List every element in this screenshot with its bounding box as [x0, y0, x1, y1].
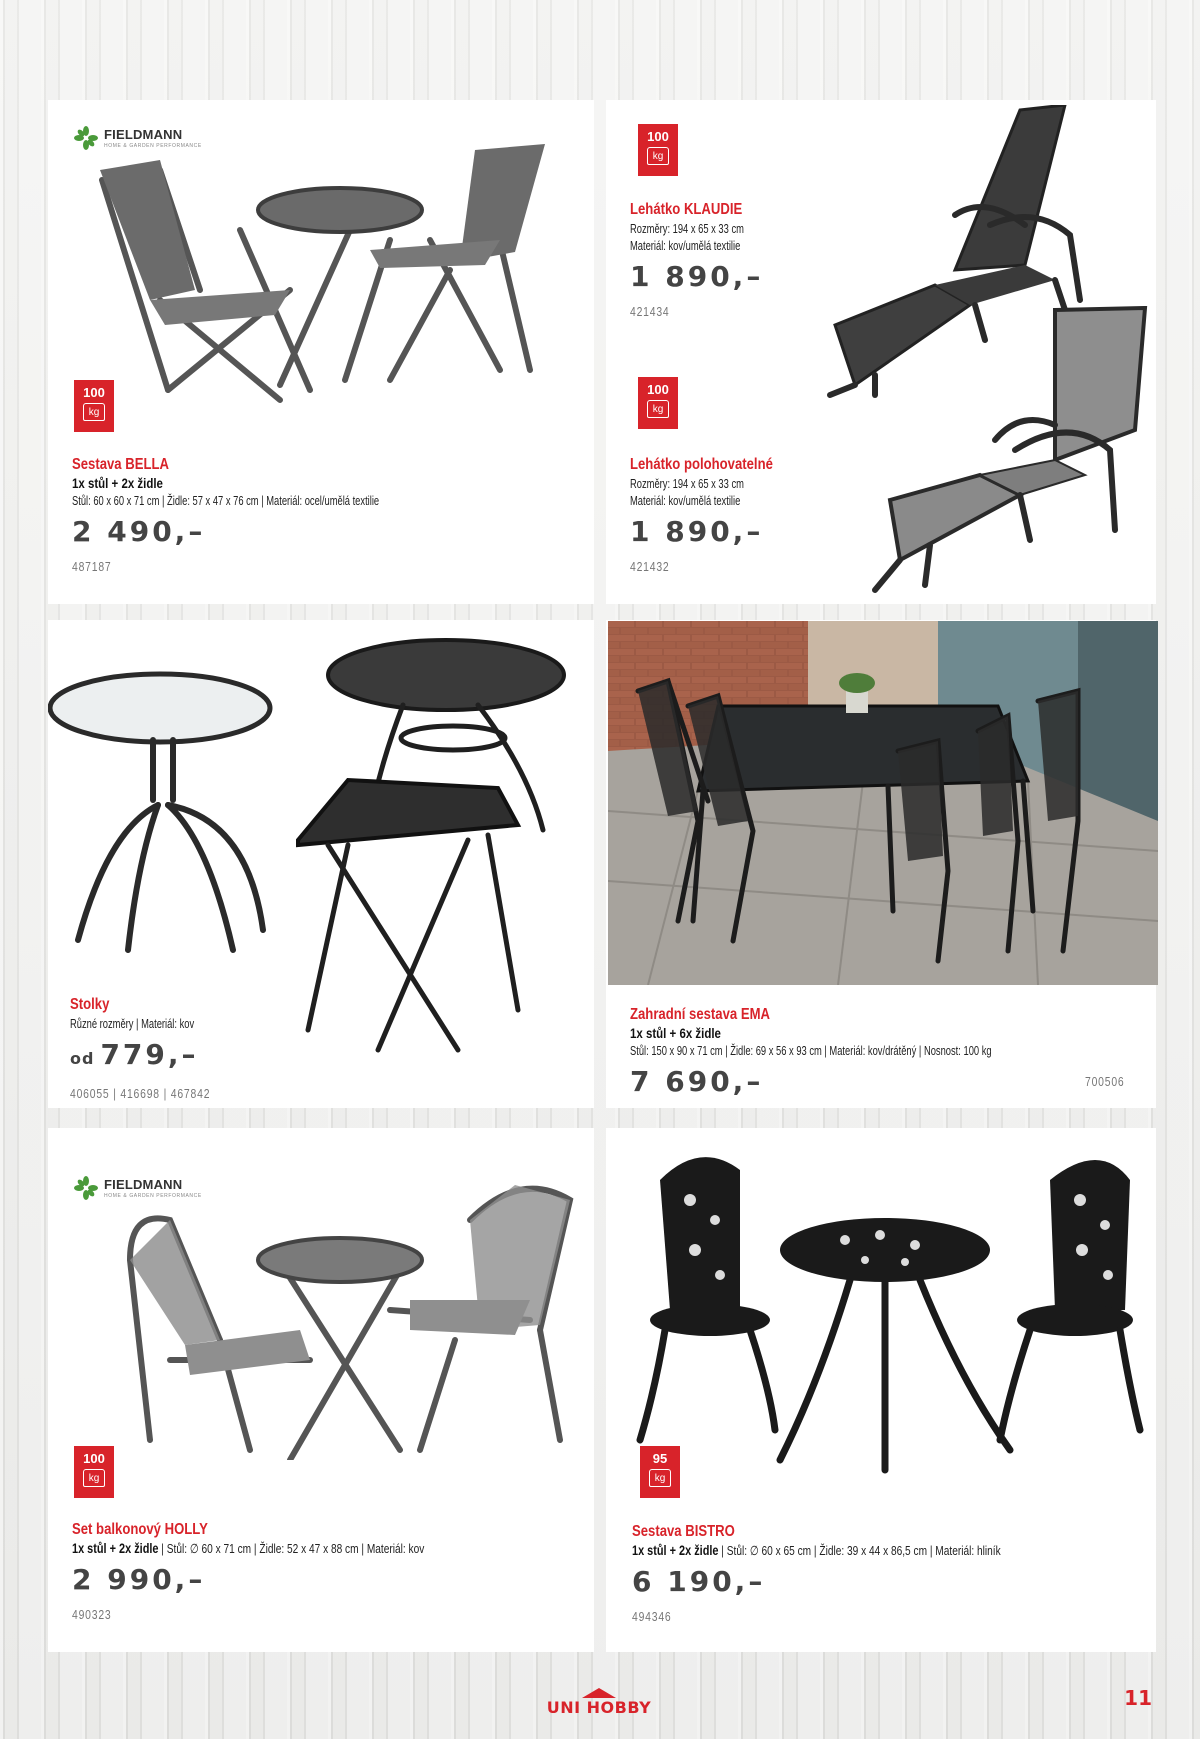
polohovatelne-badge-value: 100: [647, 382, 669, 397]
bistro-subtitle: 1x stůl + 2x židle: [632, 1542, 719, 1558]
klaudie-info: [630, 200, 788, 320]
house-roof-icon: [582, 1688, 616, 1698]
polohovatelne-code: 421432: [630, 559, 670, 574]
bella-info: [72, 455, 499, 575]
polohovatelne-spec-dimensions: Rozměry: 194 x 65 x 33 cm: [630, 476, 744, 491]
bella-spec: Stůl: 60 x 60 x 71 cm | Židle: 57 x 47 x 76 cm | Materiál: ocel/umělá textilie: [72, 493, 380, 508]
ema-code: 700506: [1085, 1074, 1125, 1089]
bistro-load-badge: [640, 1446, 680, 1498]
stolky-spec: Různé rozměry | Materiál: kov: [70, 1016, 195, 1031]
bistro-spec-line: [632, 1542, 1001, 1559]
holly-price: 2 990,–: [72, 1563, 206, 1596]
polohovatelne-title: Lehátko polohovatelné: [630, 456, 773, 473]
holly-subtitle: 1x stůl + 2x židle: [72, 1540, 159, 1556]
fieldmann-logo-sub: HOME & GARDEN PERFORMANCE: [104, 1193, 202, 1199]
polohovatelne-spec-material: Materiál: kov/umělá textilie: [630, 493, 741, 508]
bella-load-badge: [74, 380, 114, 432]
holly-info: [72, 1520, 524, 1623]
weight-icon: kg: [649, 1469, 671, 1487]
ema-price: 7 690,–: [630, 1065, 764, 1098]
bistro-badge-value: 95: [652, 1451, 668, 1466]
weight-icon: kg: [83, 403, 105, 421]
polohovatelne-info: [630, 455, 804, 575]
ema-set-photo: [608, 621, 1158, 985]
ema-subtitle: 1x stůl + 6x židle: [630, 1025, 721, 1041]
holly-load-badge: [74, 1446, 114, 1498]
bistro-code: 494346: [632, 1609, 672, 1624]
holly-spec-line: [72, 1540, 424, 1557]
klaudie-code: 421434: [630, 304, 670, 319]
klaudie-spec-dimensions: Rozměry: 194 x 65 x 33 cm: [630, 221, 744, 236]
holly-set-image: [110, 1160, 580, 1460]
unihobby-logo-text: UNI HOBBY: [546, 1698, 652, 1717]
ema-title: Zahradní sestava EMA: [630, 1006, 771, 1023]
stolky-code: 406055 | 416698 | 467842: [70, 1086, 211, 1101]
bistro-price: 6 190,–: [632, 1565, 766, 1598]
stolky-info: [70, 995, 245, 1102]
klaudie-title: Lehátko KLAUDIE: [630, 201, 743, 218]
weight-icon: kg: [647, 400, 669, 418]
bistro-title: Sestava BISTRO: [632, 1523, 735, 1540]
stolky-title: Stolky: [70, 996, 110, 1013]
polohovatelne-load-badge: [638, 377, 678, 429]
bella-code: 487187: [72, 559, 112, 574]
holly-title: Set balkonový HOLLY: [72, 1521, 208, 1538]
weight-icon: kg: [647, 147, 669, 165]
bistro-info: [632, 1522, 1105, 1625]
polohovatelne-lounger-image: [870, 300, 1150, 600]
holly-code: 490323: [72, 1607, 112, 1622]
polohovatelne-price: 1 890,–: [630, 515, 764, 548]
klaudie-badge-value: 100: [647, 129, 669, 144]
stolky-price-value: 779,–: [100, 1038, 199, 1071]
stolky-price-prefix: od: [70, 1049, 95, 1068]
unihobby-logo: [532, 1690, 666, 1716]
bella-price: 2 490,–: [72, 515, 206, 548]
bella-badge-value: 100: [83, 385, 105, 400]
fieldmann-leaf-icon: [74, 1176, 98, 1200]
ema-spec: Stůl: 150 x 90 x 71 cm | Židle: 69 x 56 x 93 cm | Materiál: kov/drátěný | Nosnost: 100 kg: [630, 1043, 992, 1058]
weight-icon: kg: [83, 1469, 105, 1487]
fieldmann-logo-name: FIELDMANN: [104, 1177, 183, 1192]
ema-info: [630, 1005, 1132, 1099]
holly-spec: | Stůl: ∅ 60 x 71 cm | Židle: 52 x 47 x 88 cm | Materiál: kov: [158, 1541, 425, 1556]
page-number: 11: [1124, 1686, 1152, 1710]
bistro-spec: | Stůl: ∅ 60 x 65 cm | Židle: 39 x 44 x 86,5 cm | Materiál: hliník: [718, 1543, 1001, 1558]
fieldmann-logo-name: FIELDMANN: [104, 127, 183, 142]
bella-set-image: [90, 140, 570, 410]
bella-subtitle: 1x stůl + 2x židle: [72, 475, 163, 491]
bella-title: Sestava BELLA: [72, 456, 169, 473]
fieldmann-logo-sub: HOME & GARDEN PERFORMANCE: [104, 143, 202, 149]
stolky-price: [70, 1038, 245, 1076]
klaudie-load-badge: [638, 124, 678, 176]
holly-badge-value: 100: [83, 1451, 105, 1466]
klaudie-price: 1 890,–: [630, 260, 764, 293]
klaudie-spec-material: Materiál: kov/umělá textilie: [630, 238, 741, 253]
bistro-set-image: [620, 1140, 1150, 1490]
